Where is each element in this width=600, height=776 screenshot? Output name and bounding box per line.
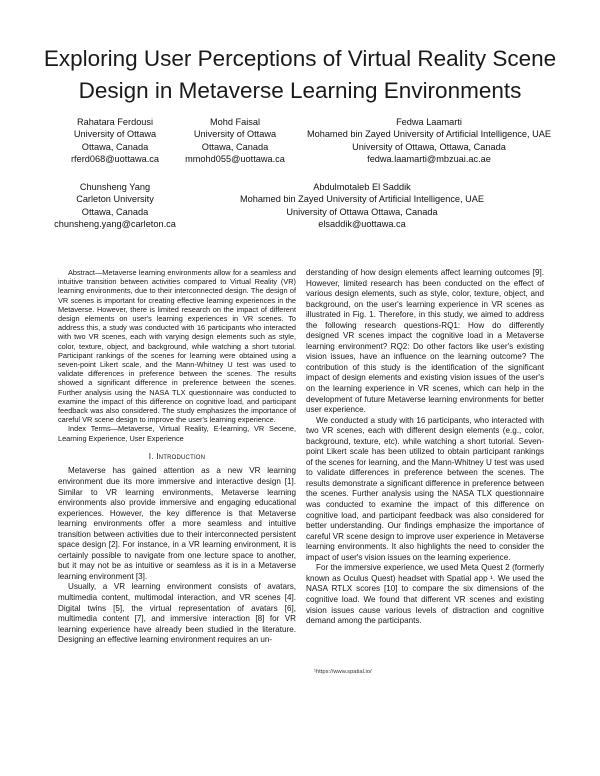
author-name: Mohd Faisal (209, 117, 261, 127)
intro-paragraph: Usually, a VR learning environment consists of avatars, multimedia content, multimodal interaction, and VR scenes [4]. Digital twins [5], the virtual representation of avatars [6], multimedia content [7], and immersive interaction [8] for VR learning experience have already been studied in the literature. Designing an effective learning environment requires an un- (58, 582, 296, 645)
author-name: Rahatara Ferdousi (76, 117, 154, 127)
section-number: I. (148, 451, 154, 461)
author-affiliation: Ottawa, Canada (81, 206, 149, 217)
author-block (48, 181, 182, 231)
author-affiliation: Mohamed bin Zayed University of Artificial Intelligence, UAE (306, 129, 552, 140)
paper-title-line-1: Exploring User Perceptions of Virtual Reality Scene (43, 46, 557, 71)
footnote: ¹https://www.spatial.io/ (314, 669, 372, 675)
body-paragraph: For the immersive experience, we used Meta Quest 2 (formerly known as Oculus Quest) headset with Spatial app ¹. We used the NASA RTLX scores [10] to compare the six dimensions of the cognitive load. We found that different VR scenes and existing vision issues cause various levels of distraction and cognitive demand among the participants. (306, 563, 544, 626)
author-affiliation: University of Ottawa (193, 129, 277, 140)
author-name: Fedwa Laamarti (396, 117, 462, 127)
author-name: Abdulmotaleb El Saddik (313, 182, 411, 192)
author-affiliation: University of Ottawa (73, 129, 157, 140)
section-title: Introduction (156, 451, 206, 461)
author-block (286, 116, 572, 166)
section-heading (58, 452, 296, 463)
author-affiliation: Ottawa, Canada (201, 141, 269, 152)
author-email[interactable]: chunsheng.yang@carleton.ca (54, 219, 176, 230)
abstract-text: Abstract—Metaverse learning environments allow for a seamless and intuitive transition between activities compared to Virtual Reality (VR) learning environments, due to their interconnected design. The design of VR scenes is important for creating effective learning experiences in the Metaverse. However, there is limited research on the impact of different design elements on user's learning experiences in VR scenes. To address this, a study was conducted with 16 participants who interacted with two VR scenes, each with varying design elements such as style, color, texture, object, and background, while watching a short tutorial. Participant rankings of the scenes for learning were obtained using a seven-point Likert scale, and the Mann-Whitney U test was used to validate differences in preference between the scenes. The results showed a significant difference in preference between the scenes. Further analysis using the NASA TLX questionnaire was conducted to examine the impact of this difference on cognitive load, and participant feedback was also considered. The study emphasizes the importance of careful VR scene design to improve the user's learning experience. (58, 268, 296, 425)
author-name: Chunsheng Yang (79, 182, 151, 192)
author-block (214, 181, 510, 231)
index-terms: Index Terms—Metaverse, Virtual Reality, E-learning, VR Secene, Learning Experience, User Experience (58, 424, 296, 443)
author-block (172, 116, 298, 166)
left-column (58, 268, 296, 646)
author-affiliation: Ottawa, Canada (81, 141, 149, 152)
paper-title-line-2: Design in Metaverse Learning Environments (78, 78, 522, 103)
author-email[interactable]: fedwa.laamarti@mbzuai.ac.ae (367, 154, 491, 165)
author-email[interactable]: rferd068@uottawa.ca (71, 154, 159, 165)
author-affiliation: Carleton University (76, 194, 154, 205)
author-affiliation: University of Ottawa, Ottawa, Canada (352, 141, 506, 152)
author-affiliation: Mohamed bin Zayed University of Artificial Intelligence, UAE (239, 194, 485, 205)
right-column (306, 268, 544, 627)
intro-paragraph: Metaverse has gained attention as a new VR learning environment due its more immersive and interactive design [1]. Similar to VR learning environments, Metaverse learning environments also provide immersive and engaging educational experiences. However, the key difference is that Metaverse learning environments offer a more seamless and intuitive transition between activities due to their interconnected persistent space design [2]. For instance, in a VR learning environment, it is certainly possible to navigate from one lecture space to another, but it may not be as intuitive or seamless as it is in a Metaverse learning environment [3]. (58, 466, 296, 581)
body-paragraph: derstanding of how design elements affect learning outcomes [9]. However, limited research has been conducted on the effect of various design elements, such as style, color, texture, object, and background, on the user's learning experience in VR scenes as illustrated in Fig. 1. Therefore, in this study, we aimed to address the following research questions-RQ1: How do differently designed VR scenes impact the cognitive load in a Metaverse learning environment? RQ2: Do other factors like user's existing vision issues, have an influence on the learning outcome? The contribution of this study is the identification of the significant impact of design elements and existing vision issues of the user's on the learning experience in VR scenes, which can help in the development of future Metaverse learning environments for better user experience. (306, 268, 544, 415)
body-paragraph: We conducted a study with 16 participants, who interacted with two VR scenes, each with different design elements (e.g., color, background, texture, etc). while watching a short tutorial. Seven-point Likert scale has been utilized to obtain participant rankings of the scenes for learning, and the Mann-Whitney U test was used to validate differences in preference between the scenes. The results demonstrate a significant difference in preference between the scenes. Further analysis using the NASA TLX questionnaire was conducted to examine the impact of this difference on cognitive load, and participant feedback was also considered for better understanding. Our findings emphasize the importance of careful VR scene design to improve user experience in Metaverse learning environments. It also highlights the need to consider the impact of user's vision issues on the learning experience. (306, 415, 544, 562)
author-block (52, 116, 178, 166)
author-email[interactable]: mmohd055@uottawa.ca (185, 154, 285, 165)
author-affiliation: University of Ottawa Ottawa, Canada (286, 206, 438, 217)
abstract-block (58, 268, 296, 443)
author-email[interactable]: elsaddik@uottawa.ca (318, 219, 406, 230)
